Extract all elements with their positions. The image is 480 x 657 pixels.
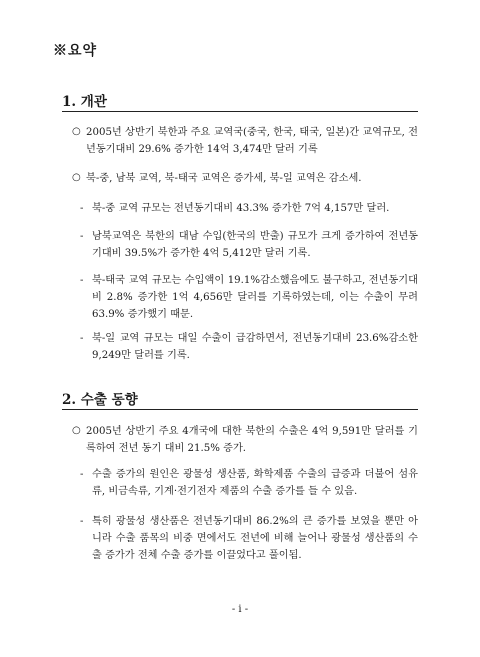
summary-heading: ※요약 xyxy=(53,43,98,59)
bullet-circle: ○ xyxy=(72,172,81,183)
bullet-dash: - xyxy=(80,516,84,527)
bullet-circle: ○ xyxy=(72,425,81,436)
bullet-dash: - xyxy=(80,231,84,242)
bullet-dash: - xyxy=(80,203,84,214)
section-1-item-5: 북-태국 교역 규모는 수입액이 19.1%감소했음에도 불구하고, 전년동기대비 2.8% 증가한 1억 4,656만 달러를 기록하였는데, 이는 수출이 무려 63.9% 증가했기 때문. xyxy=(92,275,418,320)
page-number: - i - xyxy=(231,604,249,615)
bullet-circle: ○ xyxy=(72,126,81,137)
section-1-item-6: 북-일 교역 규모는 대일 수출이 급감하면서, 전년동기대비 23.6%감소한 9,249만 달러를 기록. xyxy=(92,333,418,361)
section-2-item-2: 수출 증가의 원인은 광물성 생산품, 화학제품 수출의 급증과 더불어 섬유류, 비금속류, 기계·전기전자 제품의 수출 증가를 들 수 있음. xyxy=(92,469,418,497)
section-1-item-3: 북-중 교역 규모는 전년동기대비 43.3% 증가한 7억 4,157만 달러. xyxy=(92,203,390,214)
section-2-item-1: 2005년 상반기 주요 4개국에 대한 북한의 수출은 4억 9,591만 달러를 기록하여 전년 동기 대비 21.5% 증가. xyxy=(86,426,418,454)
section-2-rule xyxy=(62,409,418,410)
section-1-item-1: 2005년 상반기 북한과 주요 교역국(중국, 한국, 태국, 일본)간 교역규모, 전년동기대비 29.6% 증가한 14억 3,474만 달러 기록 xyxy=(86,127,418,155)
section-1-item-4: 남북교역은 북한의 대남 수입(한국의 반출) 규모가 크게 증가하여 전년동기대비 39.5%가 증가한 4억 5,412만 달러 기록. xyxy=(92,231,418,259)
section-1-title: 1. 개관 xyxy=(62,94,107,110)
bullet-dash: - xyxy=(80,333,84,344)
bullet-dash: - xyxy=(80,469,84,480)
section-2-title: 2. 수출 동향 xyxy=(62,392,138,408)
section-1-item-2: 북-중, 남북 교역, 북-태국 교역은 증가세, 북-일 교역은 감소세. xyxy=(86,173,362,184)
bullet-dash: - xyxy=(80,275,84,286)
section-2-item-3: 특히 광물성 생산품은 전년동기대비 86.2%의 큰 증가를 보였을 뿐만 아니라 수출 품목의 비중 면에서도 전년에 비해 늘어나 광물성 생산품의 수출 증가가 전체 수출 증가를 이끌었다고 풀이됨. xyxy=(92,516,418,561)
section-1-rule xyxy=(62,111,418,112)
